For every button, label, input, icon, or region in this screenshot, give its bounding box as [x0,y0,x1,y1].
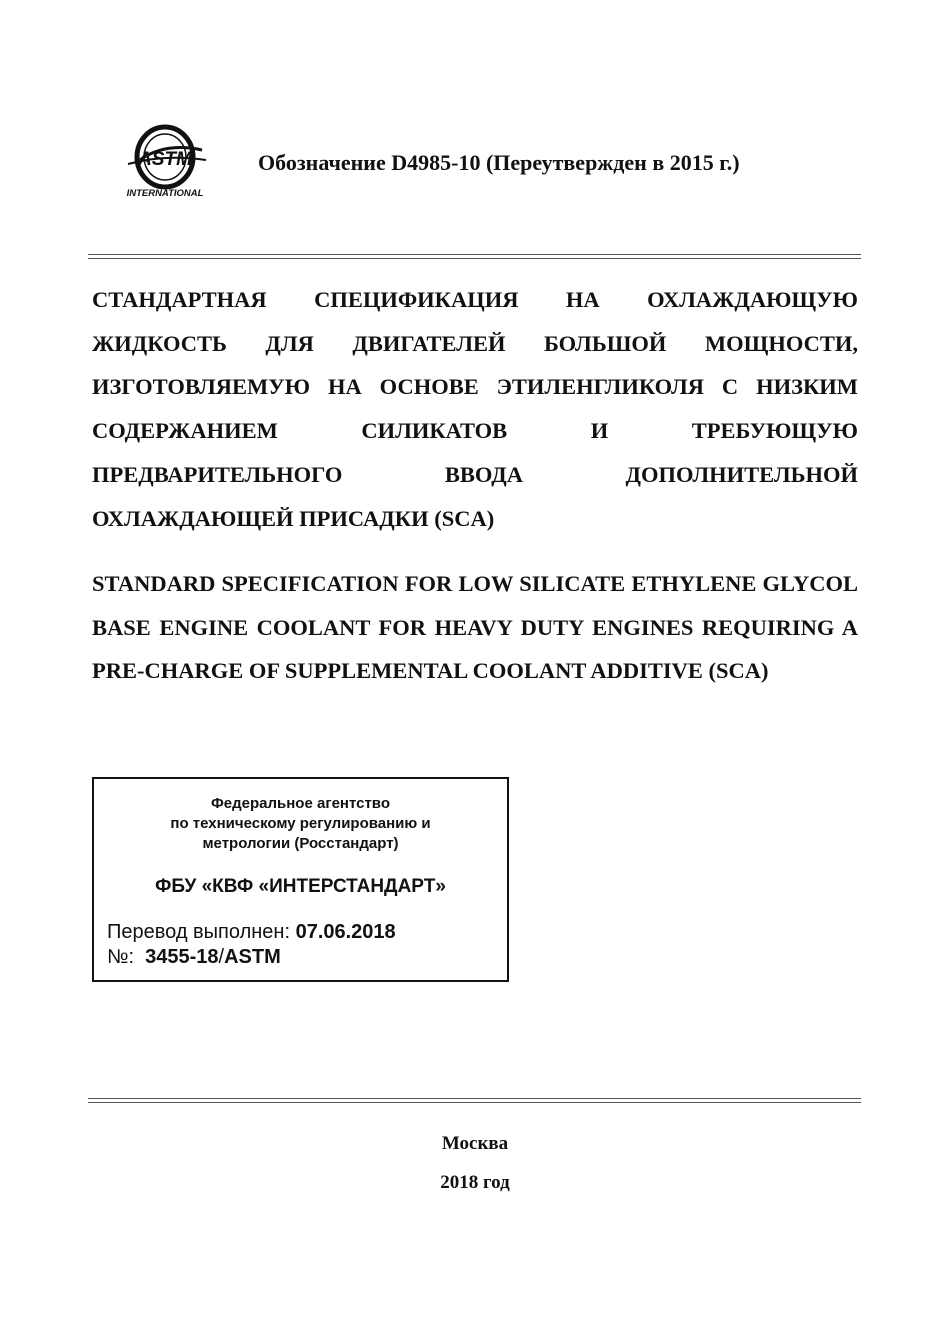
translation-stamp [92,777,509,982]
stamp-agency [94,794,507,854]
stamp-agency-line-3: метрологии (Росстандарт) [202,835,399,852]
publication-city: Москва [441,1133,509,1154]
astm-logo [122,124,208,200]
stamp-translation-date-line [107,921,396,944]
stamp-number-separator: / [218,946,225,968]
stamp-number-value: 3455-18 [145,946,219,968]
logo-top-text: ASTM [138,149,192,170]
stamp-number-line [107,946,281,969]
logo-bottom-text: INTERNATIONAL [126,188,204,199]
publication-year: 2018 год [440,1172,510,1193]
stamp-number-label: №: [107,946,135,968]
stamp-translated-label: Перевод выполнен: [107,921,291,943]
title-english: STANDARD SPECIFICATION FOR LOW SILICATE ETHYLENE GLYCOL BASE ENGINE COOLANT FOR HEAVY DUTY ENGINES REQUIRING A PRE-CHARGE OF SUPPLEMENTAL COOLANT ADDITIVE (SCA) [92,571,858,684]
stamp-agency-line-1: Федеральное агентство [210,795,390,812]
top-divider [88,254,861,259]
stamp-agency-line-2: по техническому регулированию и [170,815,431,832]
document-designation: Обозначение D4985-10 (Переутвержден в 2015 г.) [258,150,740,175]
title-russian: СТАНДАРТНАЯ СПЕЦИФИКАЦИЯ НА ОХЛАЖДАЮЩУЮ ЖИДКОСТЬ ДЛЯ ДВИГАТЕЛЕЙ БОЛЬШОЙ МОЩНОСТИ, ИЗГОТОВЛЯЕМУЮ НА ОСНОВЕ ЭТИЛЕНГЛИКОЛЯ С НИЗКИМ СОДЕРЖАНИЕМ СИЛИКАТОВ И ТРЕБУЮЩУЮ ПРЕДВАРИТЕЛЬНОГО ВВОДА ДОПОЛНИТЕЛЬНОЙ ОХЛАЖДАЮЩЕЙ ПРИСАДКИ (SCA) [92,287,858,531]
stamp-organization: ФБУ «КВФ «ИНТЕРСТАНДАРТ» [155,876,446,897]
bottom-divider [88,1098,861,1103]
stamp-translated-date: 07.06.2018 [295,921,396,943]
stamp-number-suffix: ASTM [224,946,281,968]
